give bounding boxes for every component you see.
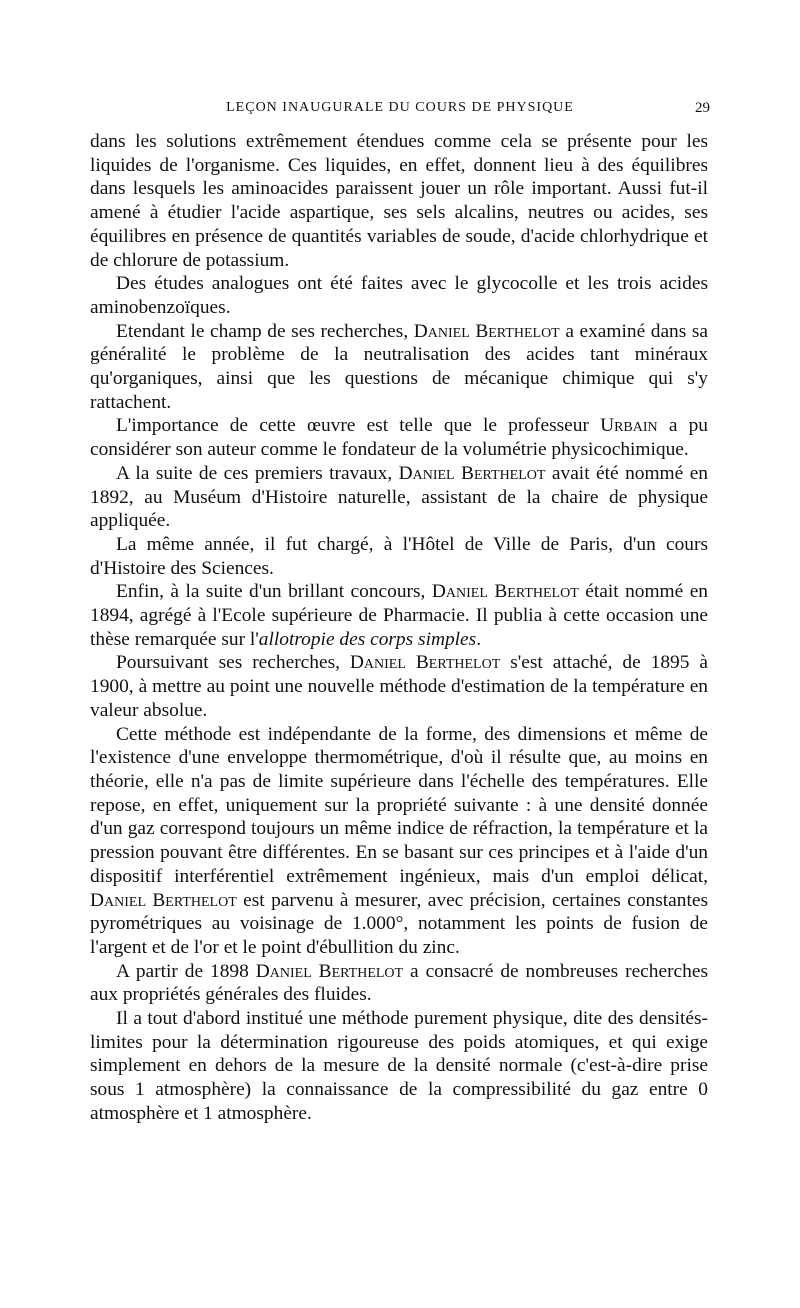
person-name: Urbain bbox=[600, 415, 658, 437]
paragraph-3 bbox=[90, 320, 708, 415]
paragraph-2 bbox=[90, 272, 708, 319]
paragraph-9 bbox=[90, 723, 708, 960]
paragraph-10-text-before: A partir de 1898 bbox=[116, 960, 256, 982]
paragraph-4-text-before: L'importance de cette œuvre est telle que le professeur bbox=[116, 415, 601, 437]
paragraph-9-text-before: Cette méthode est indépendante de la forme, des dimensions et même de l'existence d'une enveloppe thermométrique, d'où il résulte que, au moins en théorie, elle n'a pas de limite supérieure dans l'échelle des températures. Elle repose, en effet, uniquement sur la propriété suivante : à une densité donnée d'un gaz correspond toujours un même indice de réfraction, la température et la pression pouvant être différentes. En se basant sur ces principes et à l'aide d'un dispositif interférentiel extrêmement ingénieux, mais d'un emploi délicat, bbox=[90, 723, 708, 887]
paragraph-4 bbox=[90, 414, 708, 461]
paragraph-2-text: Des études analogues ont été faites avec le glycocolle et les trois acides aminobenzoïques. bbox=[90, 273, 708, 318]
paragraph-6-text: La même année, il fut chargé, à l'Hôtel de Ville de Paris, d'un cours d'Histoire des Sciences. bbox=[90, 533, 708, 579]
paragraph-3-text-after: a examiné dans sa généralité le problème de la neutralisation des acides tant minéraux qu'organiques, ainsi que les questions de mécanique chimique qui s'y rattachent. bbox=[90, 320, 709, 413]
person-name: Daniel Berthelot bbox=[398, 462, 546, 484]
person-name: Daniel Berthelot bbox=[431, 581, 579, 603]
thesis-title: allotropie des corps simples bbox=[258, 628, 477, 650]
paragraph-7-text-middle: était nommé en 1894, agrégé à l'Ecole supérieure de Pharmacie. Il publia à cette occasion une thèse remarquée sur l' bbox=[90, 581, 708, 650]
paragraph-7 bbox=[90, 580, 708, 651]
paragraph-11-text: Il a tout d'abord institué une méthode purement physique, dite des densités-limites pour la détermination rigoureuse des poids atomiques, et qui exige simplement en dehors de la mesure de la densité normale (c'est-à-dire prise sous 1 atmosphère) la connaissance de la compressibilité du gaz entre 0 atmosphère et 1 atmosphère. bbox=[90, 1008, 708, 1124]
paragraph-1-text: dans les solutions extrêmement étendues comme cela se présente pour les liquides de l'organisme. Ces liquides, en effet, donnent lieu à des équilibres dans lesquels les aminoacides paraissent jouer un rôle important. Aussi fut-il amené à étudier l'acide aspartique, ses sels alcalins, neutres ou acides, ses équilibres en présence de quantités variables de soude, d'acide chlorhydrique et de chlorure de potassium. bbox=[90, 131, 708, 271]
paragraph-4-text-after: a pu considérer son auteur comme le fondateur de la volumétrie physicochimique. bbox=[90, 415, 708, 461]
person-name: Daniel Berthelot bbox=[413, 320, 560, 342]
page-number: 29 bbox=[695, 100, 710, 116]
running-header bbox=[90, 100, 710, 122]
paragraph-8 bbox=[90, 651, 708, 722]
paragraph-9-text-after: est parvenu à mesurer, avec précision, certaines constantes pyrométriques au voisinage de 1.000°, notamment les points de fusion de l'argent et de l'or et le point d'ébullition du zinc. bbox=[90, 889, 709, 958]
paragraph-5-text-before: A la suite de ces premiers travaux, bbox=[116, 462, 399, 484]
person-name: Daniel Berthelot bbox=[255, 960, 404, 982]
paragraph-5-text-after: avait été nommé en 1892, au Muséum d'Histoire naturelle, assistant de la chaire de physique appliquée. bbox=[90, 462, 709, 532]
running-title: LEÇON INAUGURALE DU COURS DE PHYSIQUE bbox=[226, 100, 574, 115]
paragraph-7-text-after: . bbox=[476, 628, 482, 650]
paragraph-7-text-before: Enfin, à la suite d'un brillant concours, bbox=[116, 581, 432, 603]
paragraph-8-text-after: s'est attaché, de 1895 à 1900, à mettre au point une nouvelle méthode d'estimation de la température en valeur absolue. bbox=[90, 652, 708, 721]
paragraph-3-text-before: Etendant le champ de ses recherches, bbox=[116, 320, 414, 342]
paragraph-10-text-after: a consacré de nombreuses recherches aux propriétés générales des fluides. bbox=[90, 960, 708, 1006]
paragraph-10 bbox=[90, 960, 708, 1007]
person-name: Daniel Berthelot bbox=[90, 889, 237, 911]
paragraph-5 bbox=[90, 462, 708, 533]
paragraph-1 bbox=[90, 130, 708, 272]
paragraph-8-text-before: Poursuivant ses recherches, bbox=[116, 652, 350, 674]
paragraph-6 bbox=[90, 533, 708, 580]
body-text bbox=[90, 130, 708, 1126]
paragraph-11 bbox=[90, 1007, 708, 1126]
person-name: Daniel Berthelot bbox=[349, 652, 501, 674]
